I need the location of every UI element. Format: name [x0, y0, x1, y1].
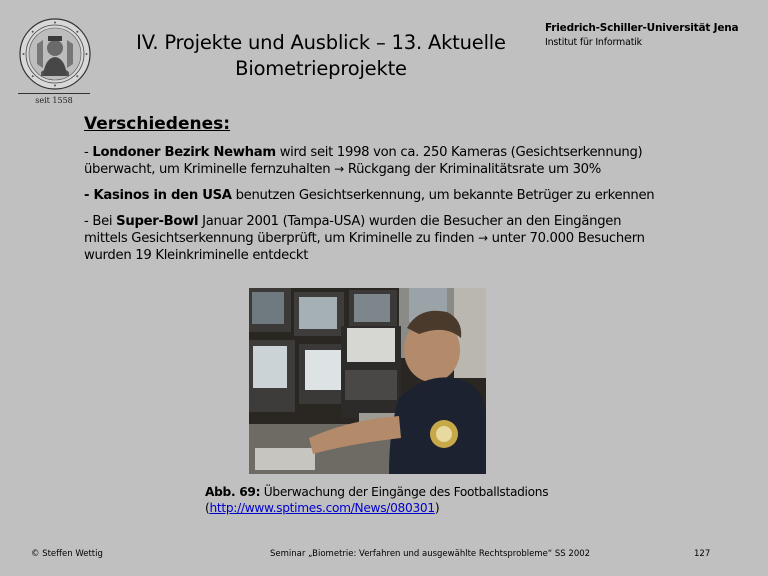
text-span: mittels Gesichtserkennung überprüft, um Kriminelle zu finden	[84, 231, 479, 246]
arrow-right-icon: →	[478, 231, 488, 245]
paragraph-superbowl	[84, 213, 734, 264]
bold-term: Londoner Bezirk Newham	[92, 145, 276, 160]
paragraph-line	[84, 144, 734, 161]
institute-name: Institut für Informatik	[545, 37, 642, 48]
bold-term: - Kasinos in den USA	[84, 188, 232, 203]
page-title	[112, 30, 530, 82]
seal-year: seit 1558	[35, 96, 73, 105]
section-heading: Verschiedenes:	[84, 114, 231, 134]
footer-seminar: Seminar „Biometrie: Verfahren und ausgewählte Rechtsprobleme“ SS 2002	[270, 549, 591, 559]
text-span: benutzen Gesichtserkennung, um bekannte Betrüger zu erkennen	[231, 188, 655, 203]
surveillance-photo	[249, 288, 486, 474]
paren: (	[205, 501, 210, 515]
text-span: wird seit 1998 von ca. 250 Kameras (Gesichtserkennung)	[275, 145, 643, 160]
paragraph-line: wurden 19 Kleinkriminelle entdeckt	[84, 248, 309, 263]
source-link[interactable]: http://www.sptimes.com/News/080301	[209, 501, 435, 515]
figure-caption	[205, 484, 548, 516]
page-number: 127	[694, 549, 711, 559]
figure-text: Überwachung der Eingänge des Footballstadions	[260, 485, 549, 499]
bold-term: Super-Bowl	[116, 214, 199, 229]
caption-line-1	[205, 484, 548, 500]
paragraph-casinos	[84, 187, 734, 204]
caption-line-2	[205, 500, 548, 516]
title-line-1: IV. Projekte und Ausblick – 13. Aktuelle	[136, 31, 506, 54]
text-span: Rückgang der Kriminalitätsrate um 30%	[343, 162, 602, 177]
university-seal-icon	[19, 18, 91, 90]
footer-author: © Steffen Wettig	[31, 549, 103, 559]
university-name: Friedrich-Schiller-Universität Jena	[545, 22, 739, 34]
paragraph-line	[84, 213, 734, 230]
paragraph-line	[84, 161, 734, 178]
paragraph-line	[84, 230, 734, 247]
title-line-2: Biometrieprojekte	[235, 57, 407, 80]
paragraph-newham	[84, 144, 734, 178]
bullet-prefix: - Bei	[84, 214, 117, 229]
text-span: überwacht, um Kriminelle fernzuhalten	[84, 162, 335, 177]
bullet-prefix: -	[84, 145, 93, 160]
paren: )	[434, 501, 440, 515]
seal-divider	[18, 93, 90, 94]
paragraph-line	[84, 187, 734, 204]
text-span: unter 70.000 Besuchern	[487, 231, 645, 246]
arrow-right-icon: →	[334, 162, 344, 176]
text-span: Januar 2001 (Tampa-USA) wurden die Besucher an den Eingängen	[198, 214, 622, 229]
figure-label: Abb. 69:	[205, 485, 261, 499]
